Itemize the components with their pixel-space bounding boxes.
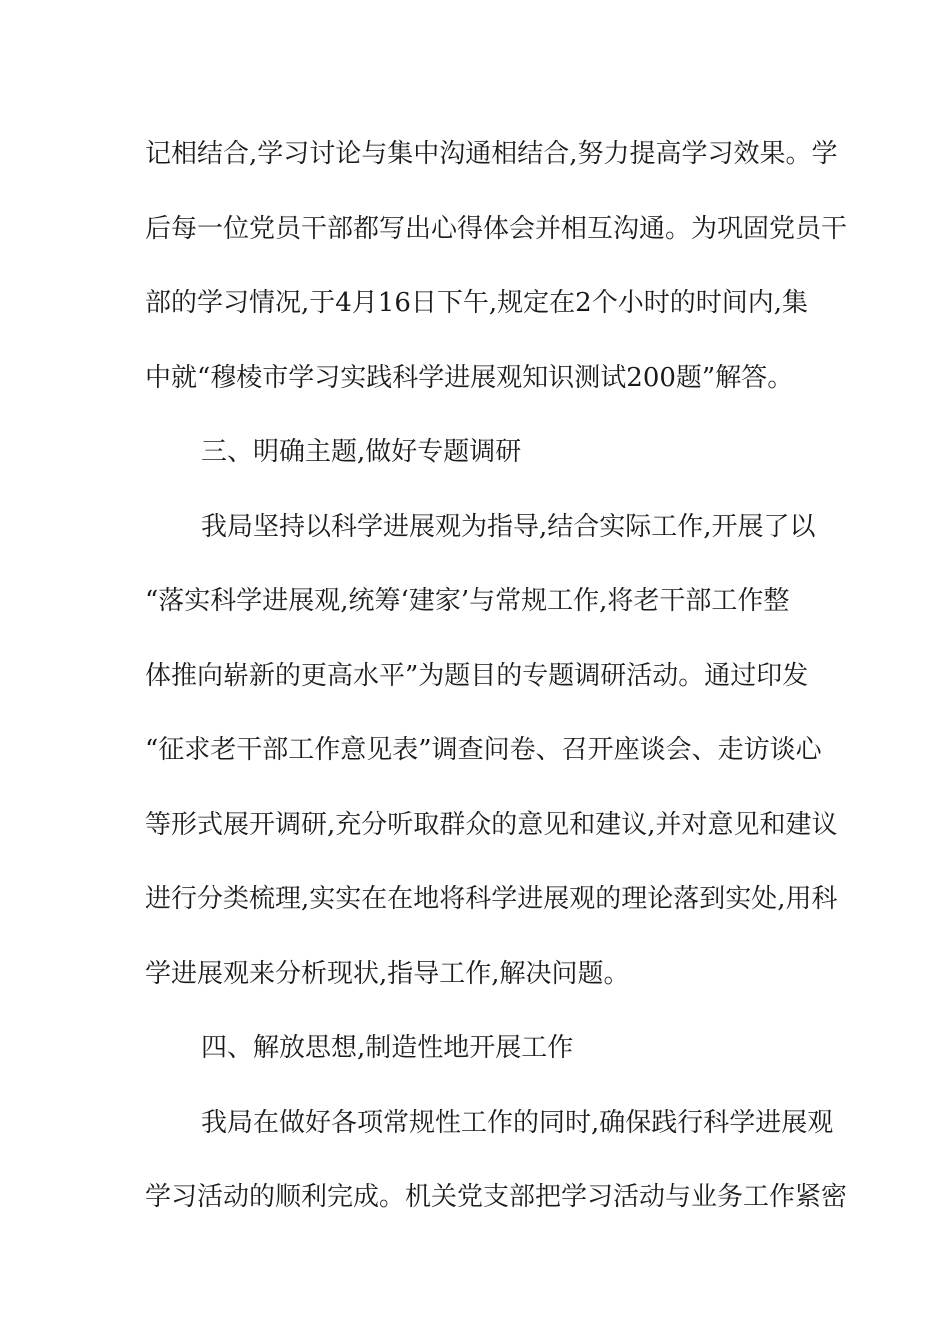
paragraph-line: 进行分类梳理,实实在在地将科学进展观的理论落到实处,用科 [145, 884, 838, 914]
document-body [145, 117, 848, 1235]
paragraph-line: 部的学习情况,于4月16日下午,规定在2个小时的时间内,集 [145, 288, 808, 318]
paragraph-line: 后每一位党员干部都写出心得体会并相互沟通。为巩固党员干 [145, 213, 848, 244]
paragraph-line: 等形式展开调研,充分听取群众的意见和建议,并对意见和建议 [145, 809, 838, 840]
section-heading-3: 三、明确主题,做好专题调研 [201, 437, 522, 467]
paragraph-line: 中就“穆棱市学习实践科学进展观知识测试200题”解答。 [145, 362, 794, 393]
section-heading-4: 四、解放思想,制造性地开展工作 [201, 1033, 574, 1063]
paragraph-line: “落实科学进展观,统筹‘建家’与常规工作,将老干部工作整 [145, 586, 790, 616]
paragraph-line: 我局坚持以科学进展观为指导,结合实际工作,开展了以 [201, 511, 816, 542]
paragraph-line: 体推向崭新的更高水平”为题目的专题调研活动。通过印发 [145, 660, 809, 691]
paragraph-line: “征求老干部工作意见表”调查问卷、召开座谈会、走访谈心 [145, 735, 822, 765]
paragraph-line: 我局在做好各项常规性工作的同时,确保践行科学进展观 [201, 1107, 834, 1138]
paragraph-line: 学进展观来分析现状,指导工作,解决问题。 [145, 958, 630, 989]
paragraph-line: 学习活动的顺利完成。机关党支部把学习活动与业务工作紧密 [145, 1182, 848, 1212]
paragraph-line: 记相结合,学习讨论与集中沟通相结合,努力提高学习效果。学 [145, 139, 838, 169]
